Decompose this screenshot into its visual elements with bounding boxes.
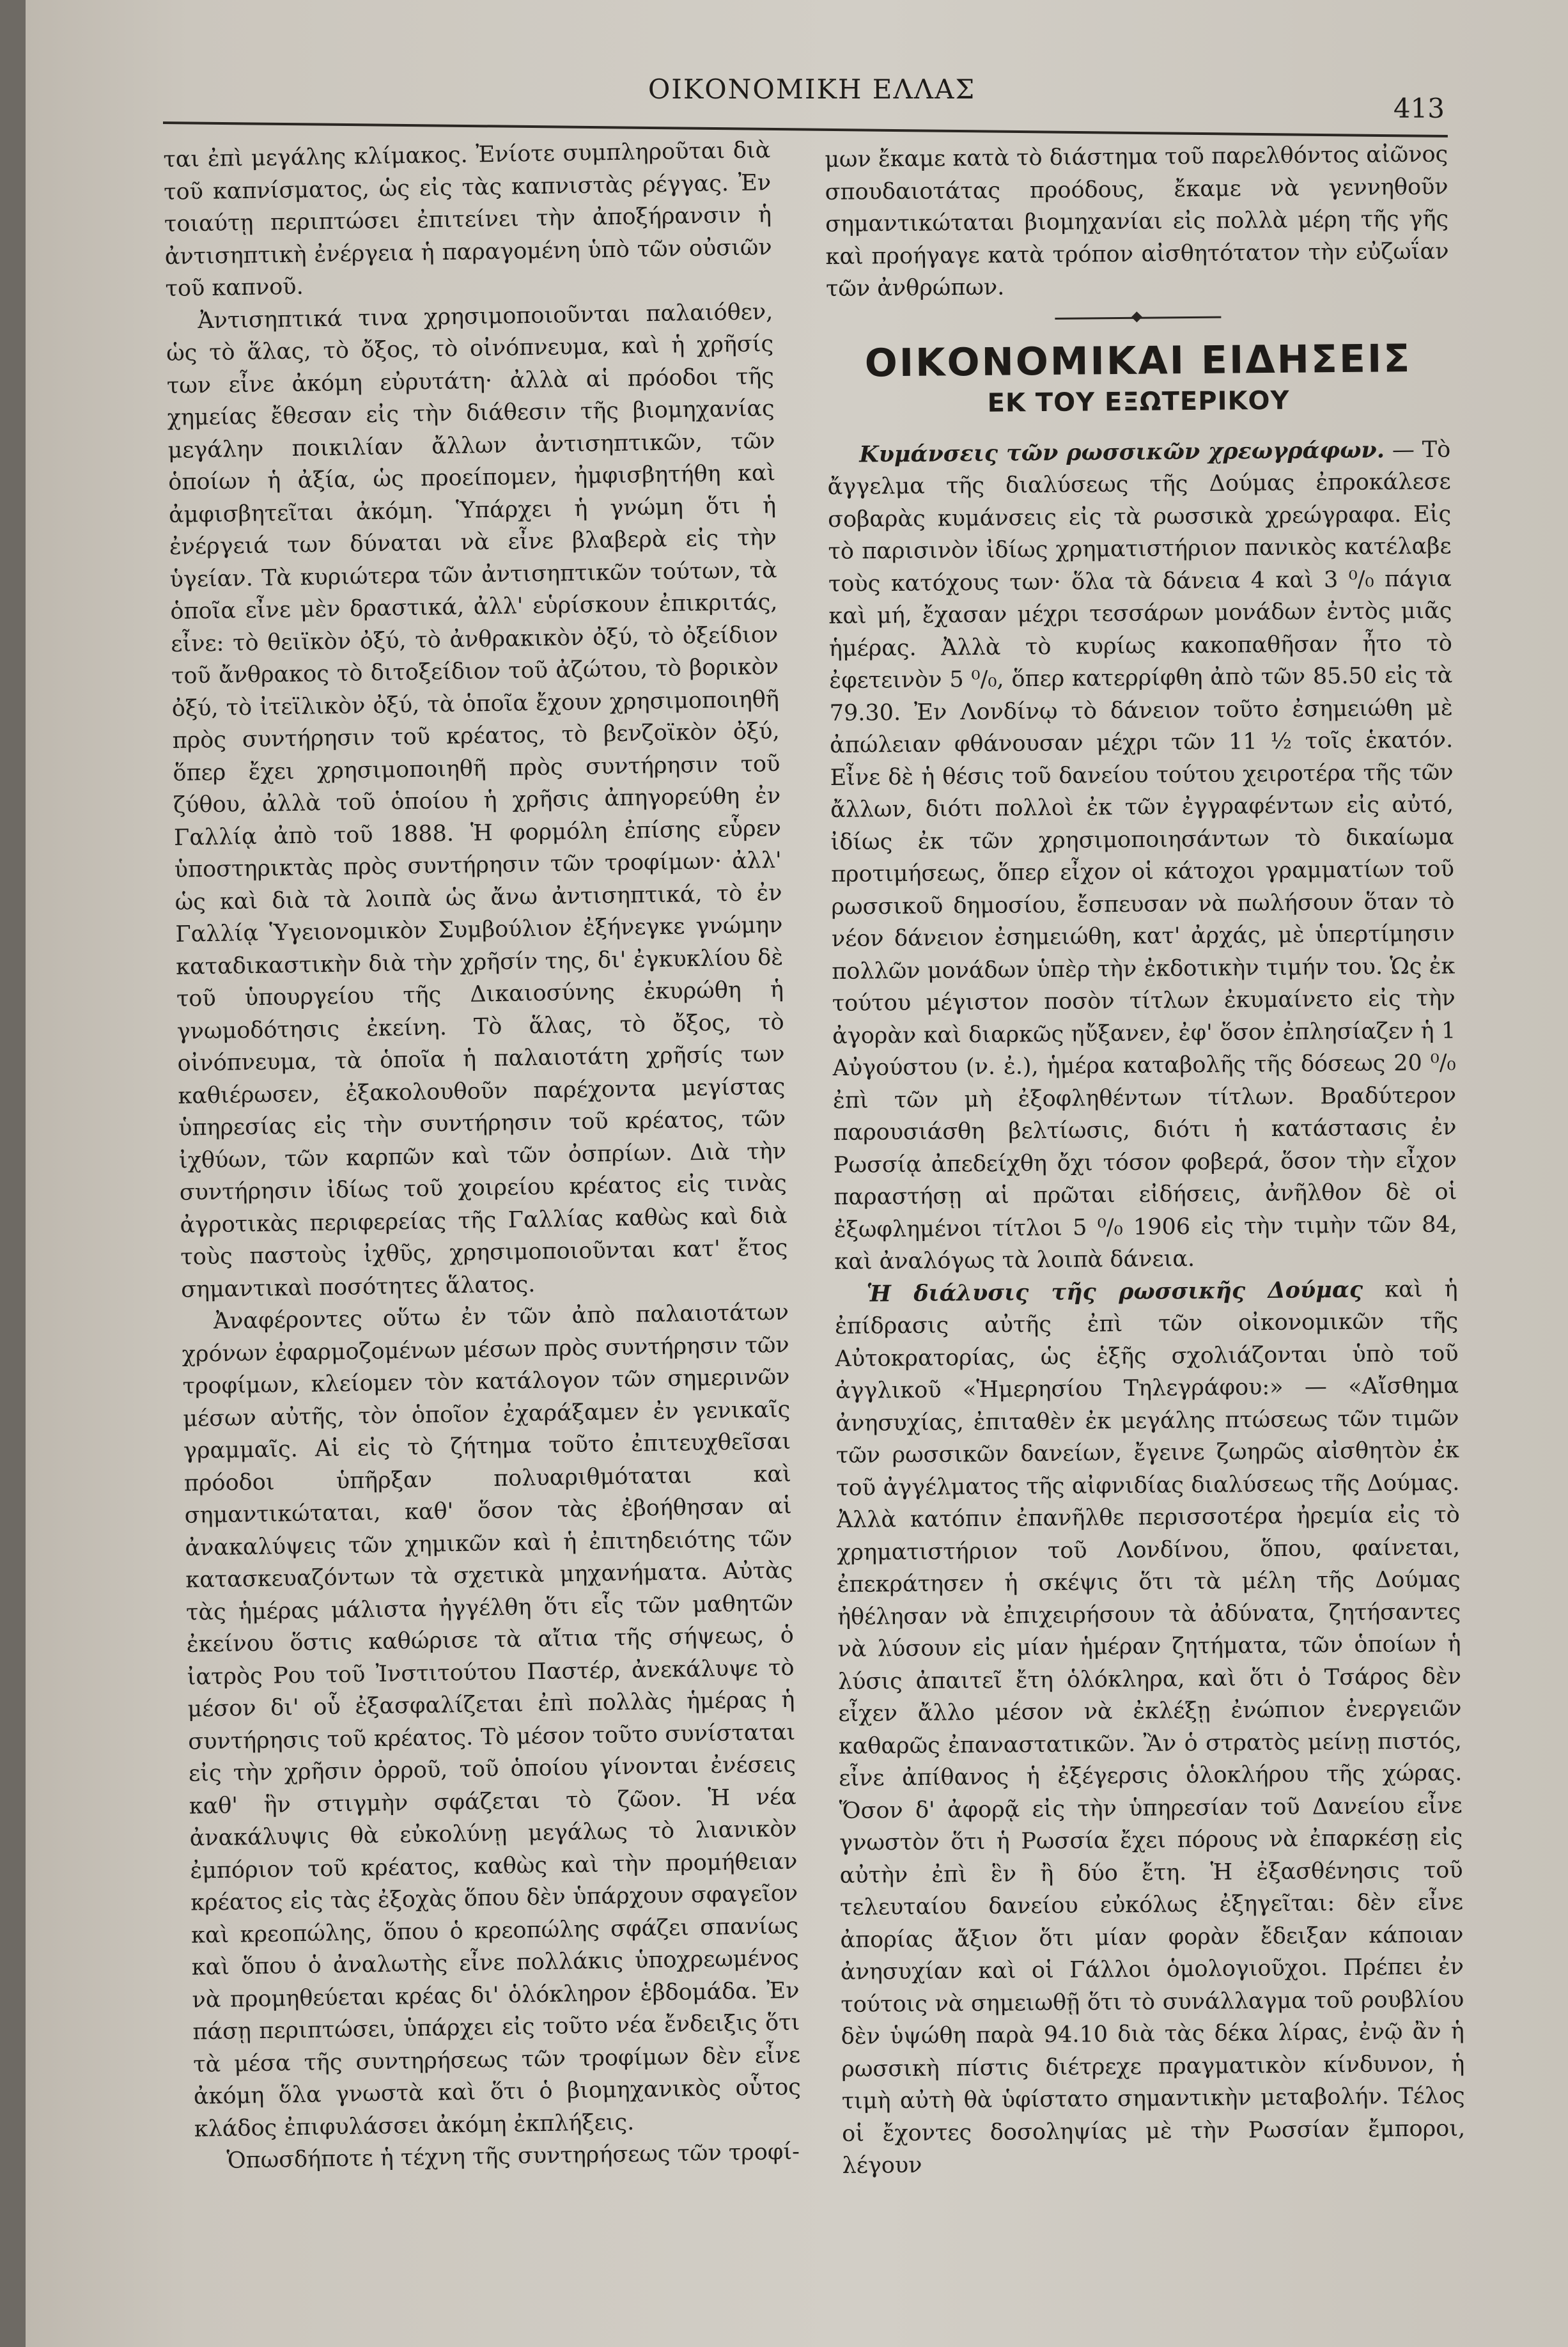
header-rule	[163, 121, 1448, 137]
page-number: 413	[1393, 93, 1445, 124]
news-article	[834, 1273, 1465, 2182]
paragraph: μων ἔκαμε κατὰ τὸ διάστημα τοῦ παρελθόντος αἰῶνος σπουδαιοτάτας προόδους, ἔκαμε νὰ γεννηθοῦν σημαντικώταται βιομηχανίαι εἰς πολλὰ μέρη τῆς γῆς καὶ προήγαγε κατὰ τρόπον αἰσθητότατον τὴν εὐζωΐαν τῶν ἀνθρώπων.	[825, 141, 1449, 302]
section-divider	[1055, 316, 1221, 319]
paragraph: ται ἐπὶ μεγάλης κλίμακος. Ἐνίοτε συμπληροῦται διὰ τοῦ καπνίσματος, ὡς εἰς τὰς καπνιστὰς ρέγγας. Ἐν τοιαύτῃ περιπτώσει ἐπιτείνει τὴν ἀποξήρανσιν ἡ ἀντισηπτικὴ ἐνέργεια ἡ παραγομένη ὑπὸ τῶν οὐσιῶν τοῦ καπνοῦ.	[163, 137, 772, 302]
article-text: — Τὸ ἄγγελμα τῆς διαλύσεως τῆς Δούμας ἐπροκάλεσε σοβαρὰς κυμάνσεις εἰς τὰ ρωσσικὰ χρεώγραφα. Εἰς τὸ παρισινὸν ἰδίως χρηματιστήριον πανικὸς κατέλαβε τοὺς κατόχους των· ὅλα τὰ δάνεια 4 καὶ 3 ⁰/₀ πάγια καὶ μή, ἔχασαν μέχρι τεσσάρων μονάδων ἐντὸς μιᾶς ἡμέρας. Ἀλλὰ τὸ κυρίως κακοπαθῆσαν ἦτο τὸ ἐφετεινὸν 5 ⁰/₀, ὅπερ κατερρίφθη ἀπὸ τῶν 85.50 εἰς τὰ 79.30. Ἐν Λονδίνῳ τὸ δάνειον τοῦτο ἐσημειώθη μὲ ἀπώλειαν φθάνουσαν μέχρι τῶν 11 ½ τοῖς ἑκατόν. Εἶνε δὲ ἡ θέσις τοῦ δανείου τούτου χειροτέρα τῆς τῶν ἄλλων, διότι πολλοὶ ἐκ τῶν ἐγγραφέντων εἰς αὐτό, ἰδίως ἐκ τῶν χρησιμοποιησάντων τὸ δικαίωμα προτιμήσεως, ὅπερ εἶχον οἱ κάτοχοι γραμματίων τοῦ ρωσσικοῦ δημοσίου, ἔσπευσαν νὰ πωλήσουν ὅταν τὸ νέον δάνειον ἐσημειώθη, κατ' ἀρχάς, μὲ ὑπερτίμησιν πολλῶν μονάδων ὑπὲρ τὴν ἐκδοτικὴν τιμήν του. Ὡς ἐκ τούτου μέγιστον ποσὸν τίτλων ἐκυμαίνετο εἰς τὴν ἀγορὰν καὶ διαρκῶς ηὔξανεν, ἐφ' ὅσον ἐπλησίαζεν ἡ 1 Αὐγούστου (ν. ἐ.), ἡμέρα καταβολῆς τῆς δόσεως 20 ⁰/₀ ἐπὶ τῶν μὴ ἐξοφληθέντων τίτλων. Βραδύτερον παρουσιάσθη βελτίωσις, διότι ἡ κατάστασις ἐν Ρωσσίᾳ ἀπεδείχθη ὄχι τόσον φοβερά, ὅσον τὴν εἶχον παραστήσῃ αἱ πρῶται εἰδήσεις, ἀνῆλθον δὲ οἱ ἐξωφλημένοι τίτλοι 5 ⁰/₀ 1906 εἰς τὴν τιμὴν τῶν 84, καὶ ἀναλόγως τὰ λοιπὰ δάνεια.	[827, 436, 1457, 1275]
left-column	[163, 134, 802, 2178]
article-title: Κυμάνσεις τῶν ρωσσικῶν χρεωγράφων.	[859, 436, 1385, 468]
paragraph: Ἀντισηπτικά τινα χρησιμοποιοῦνται παλαιόθεν, ὡς τὸ ἅλας, τὸ ὄξος, τὸ οἰνόπνευμα, καὶ ἡ χρῆσίς των εἶνε ἀκόμη εὐρυτάτη· ἀλλὰ αἱ πρόοδοι τῆς χημείας ἔθεσαν εἰς τὴν διάθεσιν τῆς βιομηχανίας μεγάλην ποικιλίαν ἄλλων ἀντισηπτικῶν, τῶν ὁποίων ἡ ἀξία, ὡς προείπομεν, ἠμφισβητήθη καὶ ἀμφισβητεῖται ἀκόμη. Ὑπάρχει ἡ γνώμη ὅτι ἡ ἐνέργειά των δύναται νὰ εἶνε βλαβερὰ εἰς τὴν ὑγείαν. Τὰ κυριώτερα τῶν ἀντισηπτικῶν τούτων, τὰ ὁποῖα εἶνε μὲν δραστικά, ἀλλ' εὑρίσκουν ἐπικριτάς, εἶνε: τὸ θειϊκὸν ὀξύ, τὸ ἀνθρακικὸν ὀξύ, τὸ ὀξείδιον τοῦ ἄνθρακος τὸ διτοξείδιον τοῦ ἀζώτου, τὸ βορικὸν ὀξύ, τὸ ἰτεϊλικὸν ὀξύ, τὰ ὁποῖα ἔχουν χρησιμοποιηθῆ πρὸς συντήρησιν τοῦ κρέατος, τὸ βενζοϊκὸν ὀξύ, ὅπερ ἔχει χρησιμοποιηθῆ πρὸς συντήρησιν τοῦ ζύθου, ἀλλὰ τοῦ ὁποίου ἡ χρῆσις ἀπηγορεύθη ἐν Γαλλίᾳ ἀπὸ τοῦ 1888. Ἡ φορμόλη ἐπίσης εὗρεν ὑποστηρικτὰς πρὸς συντήρησιν τῶν τροφίμων· ἀλλ' ὡς καὶ διὰ τὰ λοιπὰ ὡς ἄνω ἀντισηπτικά, τὸ ἐν Γαλλίᾳ Ὑγειονομικὸν Συμβούλιον ἐξήνεγκε γνώμην καταδικαστικὴν διὰ τὴν χρῆσίν της, δι' ἐγκυκλίου δὲ τοῦ ὑπουργείου τῆς Δικαιοσύνης ἐκυρώθη ἡ γνωμοδότησις ἐκείνη. Τὸ ἅλας, τὸ ὄξος, τὸ οἰνόπνευμα, τὰ ὁποῖα ἡ παλαιοτάτη χρῆσίς των καθιέρωσεν, ἐξακολουθοῦν παρέχοντα μεγίστας ὑπηρεσίας εἰς τὴν συντήρησιν τοῦ κρέατος, τῶν ἰχθύων, τῶν καρπῶν καὶ τῶν ὀσπρίων. Διὰ τὴν συντήρησιν ἰδίως τοῦ χοιρείου κρέατος εἰς τινὰς ἀγροτικὰς περιφερείας τῆς Γαλλίας καθὼς καὶ διὰ τοὺς παστοὺς ἰχθῦς, χρησιμοποιοῦνται κατ' ἔτος σημαντικαὶ ποσότητες ἅλατος.	[166, 299, 788, 1303]
paragraph: Ὁπωσδήποτε ἡ τέχνη τῆς συντηρήσεως τῶν τροφί-	[226, 2139, 800, 2174]
article-text: καὶ ἡ ἐπίδρασις αὐτῆς ἐπὶ τῶν οἰκονομικῶν τῆς Αὐτοκρατορίας, ὡς ἑξῆς σχολιάζονται ὑπὸ τοῦ ἀγγλικοῦ «Ἡμερησίου Τηλεγράφου:» — «Αἴσθημα ἀνησυχίας, ἐπιταθὲν ἐκ μεγάλης πτώσεως τῶν τιμῶν τῶν ρωσσικῶν δανείων, ἔγεινε ζωηρῶς αἰσθητὸν ἐκ τοῦ ἀγγέλματος τῆς αἰφνιδίας διαλύσεως τῆς Δούμας. Ἀλλὰ κατόπιν ἐπανῆλθε περισσοτέρα ἠρεμία εἰς τὸ χρηματιστήριον τοῦ Λονδίνου, ὅπου, φαίνεται, ἐπεκράτησεν ἡ σκέψις ὅτι τὰ μέλη τῆς Δούμας ἠθέλησαν νὰ ἐπιχειρήσουν τὰ ἀδύνατα, ζητήσαντες νὰ λύσουν εἰς μίαν ἡμέραν ζητήματα, τῶν ὁποίων ἡ λύσις ἀπαιτεῖ ἔτη ὁλόκληρα, καὶ ὅτι ὁ Τσάρος δὲν εἶχεν ἄλλο μέσον νὰ ἐκλέξῃ ἐνώπιον ἐνεργειῶν καθαρῶς ἐπαναστατικῶν. Ἂν ὁ στρατὸς μείνῃ πιστός, εἶνε ἀπίθανος ἡ ἐξέγερσις ὁλοκλήρου τῆς χώρας. Ὅσον δ' ἀφορᾷ εἰς τὴν ὑπηρεσίαν τοῦ Δανείου εἶνε γνωστὸν ὅτι ἡ Ρωσσία ἔχει πόρους νὰ ἐπαρκέσῃ εἰς αὐτὴν ἐπὶ ἓν ἢ δύο ἔτη. Ἡ ἐξασθένησις τοῦ τελευταίου δανείου εὐκόλως ἐξηγεῖται: δὲν εἶνε ἀπορίας ἄξιον ὅτι μίαν φορὰν ἔδειξαν κάποιαν ἀνησυχίαν καὶ οἱ Γάλλοι ὁμολογιοῦχοι. Πρέπει ἐν τούτοις νὰ σημειωθῇ ὅτι τὸ συνάλλαγμα τοῦ ρουβλίου δὲν ὑψώθη παρὰ 94.10 διὰ τὰς δέκα λίρας, ἐνῷ ἂν ἡ ρωσσικὴ πίστις διέτρεχε πραγματικὸν κίνδυνον, ἡ τιμὴ αὐτὴ θὰ ὑφίστατο σημαντικὴν μεταβολήν. Τέλος οἱ ἔχοντες δοσοληψίας μὲ τὴν Ρωσσίαν ἔμποροι, λέγουν	[834, 1275, 1466, 2179]
right-column	[825, 138, 1466, 2182]
running-title: ΟΙΚΟΝΟΜΙΚΗ ΕΛΛΑΣ	[648, 74, 976, 105]
section-heading: ΟΙΚΟΝΟΜΙΚΑΙ ΕΙΔΗΣΕΙΣ	[864, 336, 1412, 386]
book-spine-shadow	[0, 0, 26, 2347]
paragraph: Ἀναφέροντες οὕτω ἐν τῶν ἀπὸ παλαιοτάτων χρόνων ἐφαρμοζομένων μέσων πρὸς συντήρησιν τῶν τροφίμων, κλείομεν τὸν κατάλογον τῶν σημερινῶν μέσων αὐτῆς, τὸν ὁποῖον ἐχαράξαμεν ἐν γενικαῖς γραμμαῖς. Αἱ εἰς τὸ ζήτημα τοῦτο ἐπιτευχθεῖσαι πρόοδοι ὑπῆρξαν πολυαριθμόταται καὶ σημαντικώταται, καθ' ὅσον τὰς ἐβοήθησαν αἱ ἀνακαλύψεις τῶν χημικῶν καὶ ἡ ἐπιτηδειότης τῶν κατασκευαζόντων τὰ σχετικὰ μηχανήματα. Αὐτὰς τὰς ἡμέρας μάλιστα ἠγγέλθη ὅτι εἷς τῶν μαθητῶν ἐκείνου ὅστις καθώρισε τὰ αἴτια τῆς σήψεως, ὁ ἰατρὸς Ρου τοῦ Ἰνστιτούτου Παστέρ, ἀνεκάλυψε τὸ μέσον δι' οὗ ἐξασφαλίζεται ἐπὶ πολλὰς ἡμέρας ἡ συντήρησις τοῦ κρέατος. Τὸ μέσον τοῦτο συνίσταται εἰς τὴν χρῆσιν ὀρροῦ, τοῦ ὁποίου γίνονται ἐνέσεις καθ' ἣν στιγμὴν σφάζεται τὸ ζῶον. Ἡ νέα ἀνακάλυψις θὰ εὐκολύνῃ μεγάλως τὸ λιανικὸν ἐμπόριον τοῦ κρέατος, καθὼς καὶ τὴν προμήθειαν κρέατος εἰς τὰς ἐξοχὰς ὅπου δὲν ὑπάρχουν σφαγεῖον καὶ κρεοπώλης, ὅπου ὁ κρεοπώλης σφάζει σπανίως καὶ ὅπου ὁ ἀναλωτὴς εἶνε πολλάκις ὑποχρεωμένος νὰ προμηθεύεται κρέας δι' ὁλόκληρον ἑβδομάδα. Ἐν πάσῃ περιπτώσει, ὑπάρχει εἰς τοῦτο νέα ἔνδειξις ὅτι τὰ μέσα τῆς συντηρήσεως τῶν τροφίμων δὲν εἶνε ἀκόμη ὅλα γνωστὰ καὶ ὅτι ὁ βιομηχανικὸς οὗτος κλάδος ἐπιφυλάσσει ἀκόμη ἐκπλήξεις.	[182, 1299, 802, 2142]
news-article	[827, 433, 1457, 1278]
section-subheading: ΕΚ ΤΟΥ ΕΞΩΤΕΡΙΚΟΥ	[987, 386, 1290, 418]
article-title: Ἡ διάλυσις τῆς ρωσσικῆς Δούμας	[866, 1276, 1363, 1307]
